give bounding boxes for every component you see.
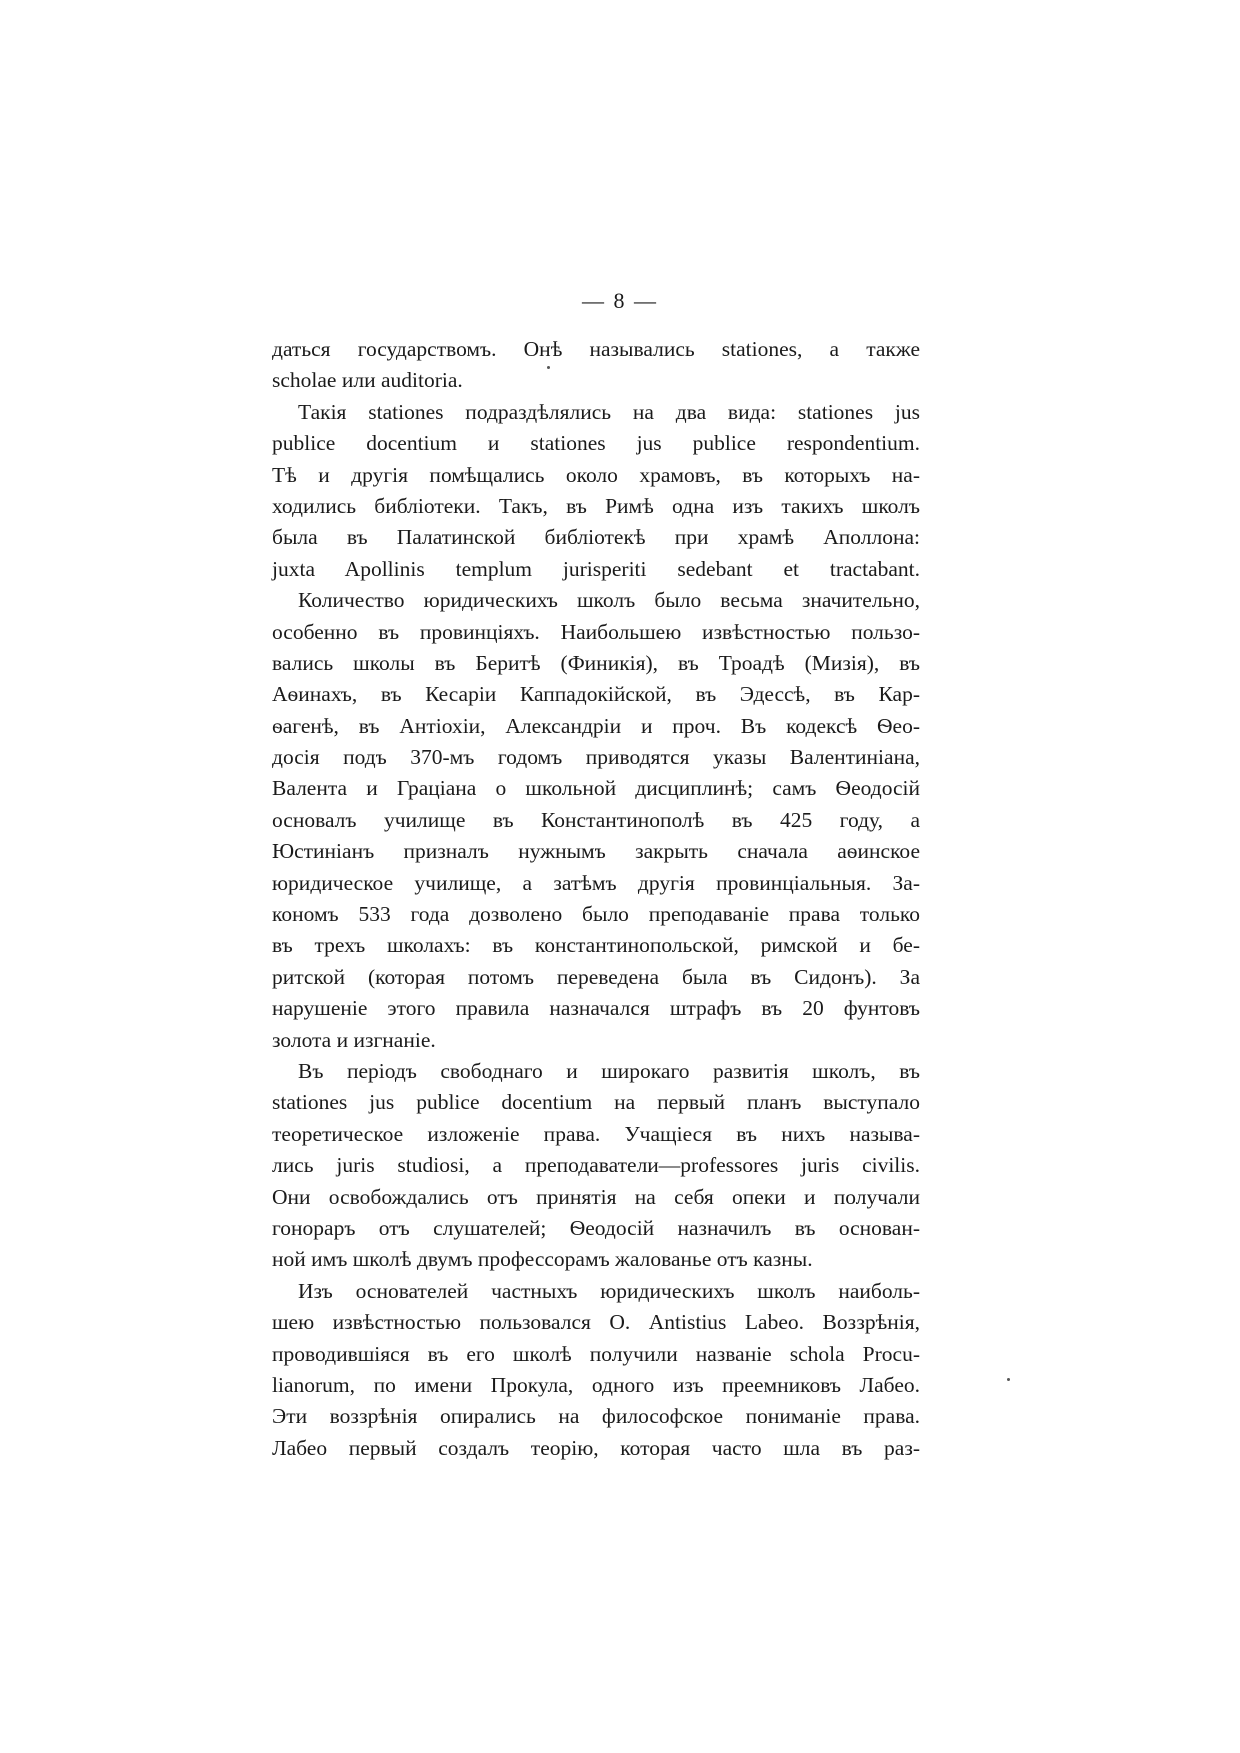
text-line: нарушеніе этого правила назначался штрафъ въ 20 фунтовъ: [272, 996, 920, 1021]
text-line: ной имъ школѣ двумъ профессорамъ жалованье отъ казны.: [272, 1247, 813, 1272]
text-line: юридическое училище, а затѣмъ другія провинціальныя. За-: [272, 870, 920, 895]
scan-speck: [547, 366, 550, 369]
text-line: лись juris studiosi, а преподаватели—professores juris civilis.: [272, 1153, 920, 1178]
text-line: Такія stationes подраздѣлялись на два вида: stationes jus: [298, 399, 920, 424]
text-line: вались школы въ Беритѣ (Финикія), въ Троадѣ (Мизія), въ: [272, 650, 920, 675]
text-line: проводившіяся въ его школѣ получили названіе schola Procu-: [272, 1341, 920, 1366]
text-line: ритской (которая потомъ переведена была въ Сидонъ). За: [272, 964, 920, 989]
text-line: publice docentium и stationes jus publice respondentium.: [272, 431, 920, 456]
text-line: Эти воззрѣнія опирались на философское пониманіе права.: [272, 1404, 920, 1429]
text-line: была въ Палатинской библіотекѣ при храмѣ Аполлона:: [272, 525, 920, 550]
text-line: ходились библіотеки. Такъ, въ Римѣ одна изъ такихъ школъ: [272, 493, 920, 518]
text-line: lianorum, по имени Прокула, одного изъ преемниковъ Лабео.: [272, 1372, 920, 1397]
text-line: досія подъ 370-мъ годомъ приводятся указы Валентиніана,: [272, 745, 920, 770]
text-line: въ трехъ школахъ: въ константинопольской, римской и бе-: [272, 933, 920, 958]
text-line: scholae или auditoria.: [272, 368, 463, 393]
text-line: juxta Apollinis templum jurisperiti sedebant et tractabant.: [272, 556, 920, 581]
text-line: особенно въ провинціяхъ. Наибольшею извѣстностью пользо-: [272, 619, 920, 644]
text-line: ѳагенѣ, въ Антіохіи, Александріи и проч. Въ кодексѣ Ѳео-: [272, 713, 920, 738]
body-text: [272, 334, 920, 1464]
text-line: Аѳинахъ, въ Кесаріи Каппадокійской, въ Эдессѣ, въ Кар-: [272, 682, 920, 707]
text-line: Они освобождались отъ принятія на себя опеки и получали: [272, 1184, 920, 1209]
text-line: Въ періодъ свободнаго и широкаго развитія школъ, въ: [298, 1058, 920, 1083]
scan-speck: [1007, 1378, 1010, 1381]
page-number: — 8 —: [582, 288, 658, 313]
text-line: кономъ 533 года дозволено было преподаваніе права только: [272, 902, 920, 927]
text-line: Изъ основателей частныхъ юридическихъ школъ наиболь-: [298, 1278, 920, 1303]
text-line: основалъ училище въ Константинополѣ въ 425 году, а: [272, 807, 920, 832]
text-line: stationes jus publice docentium на первый планъ выступало: [272, 1090, 920, 1115]
text-line: даться государствомъ. Онѣ назывались stationes, а также: [272, 337, 920, 361]
text-line: шею извѣстностью пользовался О. Antistius Labeo. Воззрѣнія,: [272, 1310, 920, 1335]
text-line: Тѣ и другія помѣщались около храмовъ, въ которыхъ на-: [272, 462, 920, 487]
text-line: Валента и Граціана о школьной дисциплинѣ; самъ Ѳеодосій: [272, 776, 920, 801]
text-line: гонораръ отъ слушателей; Ѳеодосій назначилъ въ основан-: [272, 1215, 920, 1240]
text-line: Количество юридическихъ школъ было весьма значительно,: [298, 588, 920, 613]
text-line: теоретическое изложеніе права. Учащіеся въ нихъ называ-: [272, 1121, 920, 1146]
text-line: золота и изгнаніе.: [272, 1027, 436, 1052]
text-line: Лабео первый создалъ теорію, которая часто шла въ раз-: [272, 1435, 920, 1460]
text-line: Юстиніанъ призналъ нужнымъ закрыть сначала аѳинское: [272, 839, 920, 864]
